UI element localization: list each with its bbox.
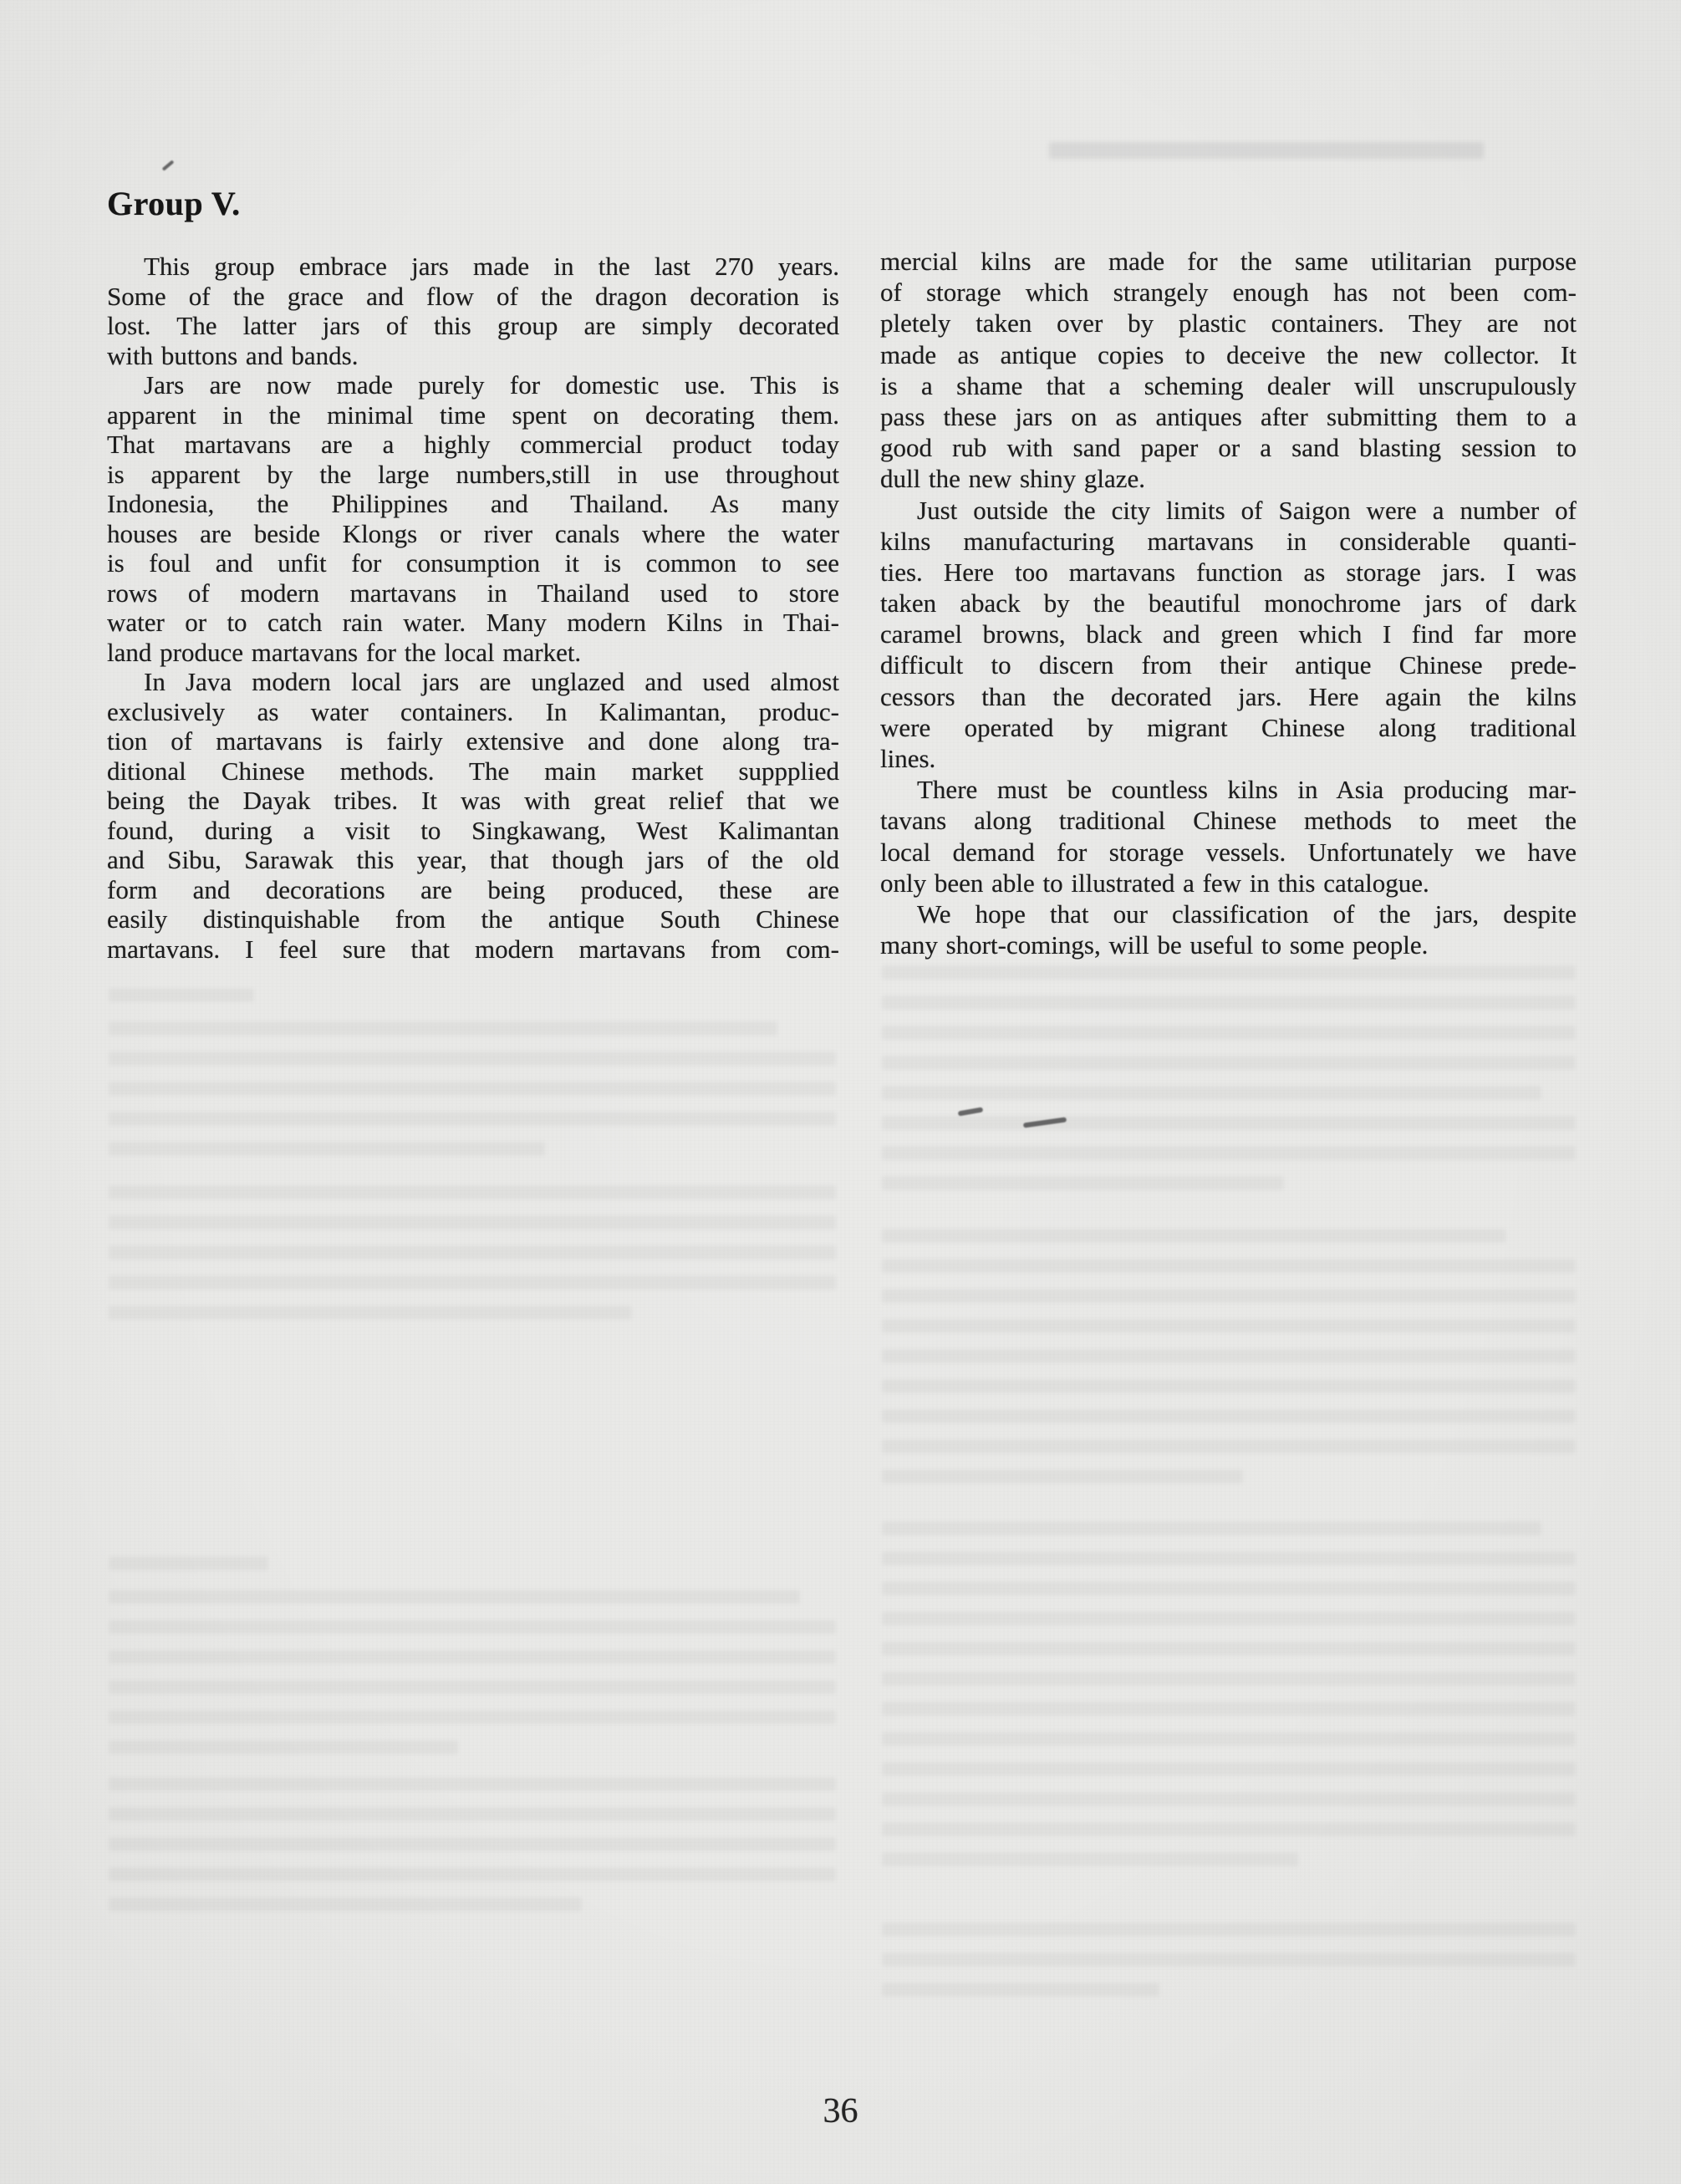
bleedthrough-line bbox=[882, 1439, 1576, 1453]
text-line: good rub with sand paper or a sand blasting session to bbox=[880, 433, 1577, 463]
bleedthrough-line bbox=[882, 1551, 1576, 1565]
bleedthrough-block bbox=[109, 988, 836, 1018]
text-line: difficult to discern from their antique Chinese prede- bbox=[880, 650, 1577, 680]
text-line: tion of martavans is fairly extensive and done along tra- bbox=[107, 726, 839, 756]
text-line: water or to catch rain water. Many modern Kilns in Thai- bbox=[107, 608, 839, 637]
bleedthrough-line bbox=[109, 1777, 836, 1791]
text-line: is apparent by the large numbers,still in use throughout bbox=[107, 459, 839, 489]
bleedthrough-line bbox=[109, 1897, 582, 1912]
section-heading: Group V. bbox=[107, 185, 241, 222]
text-line: taken aback by the beautiful monochrome jars of dark bbox=[880, 588, 1577, 619]
bleedthrough-line bbox=[882, 1672, 1576, 1686]
bleedthrough-line bbox=[109, 1112, 836, 1126]
text-line: Indonesia, the Philippines and Thailand. As many bbox=[107, 489, 839, 518]
bleedthrough-line bbox=[109, 1837, 836, 1851]
bleedthrough-line bbox=[109, 1710, 836, 1724]
text-line: ditional Chinese methods. The main market suppplied bbox=[107, 756, 839, 786]
bleedthrough-line bbox=[109, 1867, 836, 1881]
text-line: Just outside the city limits of Saigon were a number of bbox=[917, 495, 1577, 525]
bleedthrough-line bbox=[882, 1702, 1576, 1716]
text-line: This group embrace jars made in the last 270 years. bbox=[144, 252, 839, 281]
bleedthrough-line bbox=[109, 1275, 836, 1290]
bleedthrough-line bbox=[882, 1983, 1159, 1997]
bleedthrough-block bbox=[882, 1922, 1576, 2013]
text-line: There must be countless kilns in Asia producing mar- bbox=[917, 775, 1577, 805]
bleedthrough-line bbox=[882, 1822, 1576, 1836]
text-line: That martavans are a highly commercial product today bbox=[107, 430, 839, 459]
bleedthrough-line bbox=[882, 1026, 1576, 1040]
text-line: tavans along traditional Chinese methods to meet the bbox=[880, 806, 1577, 836]
bleedthrough-line bbox=[109, 1215, 836, 1229]
bleedthrough-line bbox=[109, 1620, 836, 1634]
text-line: dull the new shiny glaze. bbox=[880, 464, 1146, 494]
text-line: apparent in the minimal time spent on decorating them. bbox=[107, 400, 839, 430]
bleedthrough-line bbox=[882, 1116, 1576, 1130]
bleedthrough-line bbox=[109, 988, 254, 1002]
bleedthrough-line bbox=[109, 1680, 836, 1694]
text-line: local demand for storage vessels. Unfortunately we have bbox=[880, 837, 1577, 867]
page-number: 36 bbox=[823, 2092, 858, 2131]
bleedthrough-line bbox=[882, 965, 1576, 980]
text-line: martavans. I feel sure that modern martavans from com- bbox=[107, 934, 839, 964]
bleedthrough-block bbox=[882, 1229, 1576, 1499]
bleedthrough-line bbox=[882, 1732, 1576, 1746]
bleedthrough-line bbox=[109, 1245, 836, 1260]
bleedthrough-line bbox=[109, 1807, 836, 1821]
text-line: is foul and unfit for consumption it is common to see bbox=[107, 548, 839, 578]
text-line: form and decorations are being produced, these are bbox=[107, 874, 839, 904]
bleedthrough-line bbox=[882, 1349, 1576, 1363]
bleedthrough-heading bbox=[1049, 142, 1484, 159]
text-line: houses are beside Klongs or river canals where the water bbox=[107, 518, 839, 548]
text-line: pass these jars on as antiques after submitting them to a bbox=[880, 401, 1577, 431]
text-line: land produce martavans for the local market. bbox=[107, 637, 582, 667]
bleedthrough-block bbox=[882, 965, 1576, 1206]
text-line: Jars are now made purely for domestic use. This is bbox=[144, 370, 839, 400]
text-line: ties. Here too martavans function as storage jars. I was bbox=[880, 557, 1577, 587]
bleedthrough-block bbox=[882, 1521, 1576, 1882]
bleedthrough-block bbox=[109, 1777, 836, 1927]
bleedthrough-line bbox=[882, 1259, 1576, 1273]
left-column bbox=[107, 252, 839, 964]
bleedthrough-line bbox=[109, 1556, 268, 1571]
text-line: easily distinquishable from the antique South Chinese bbox=[107, 904, 839, 934]
bleedthrough-line bbox=[882, 1762, 1576, 1776]
bleedthrough-line bbox=[882, 1611, 1576, 1626]
bleedthrough-line bbox=[882, 1086, 1541, 1100]
bleedthrough-line bbox=[109, 1185, 836, 1199]
text-line: In Java modern local jars are unglazed and used almost bbox=[144, 667, 839, 696]
bleedthrough-line bbox=[882, 1319, 1576, 1333]
text-line: cessors than the decorated jars. Here again the kilns bbox=[880, 681, 1577, 711]
text-line: is a shame that a scheming dealer will unscrupulously bbox=[880, 370, 1577, 400]
text-line: only been able to illustrated a few in this catalogue. bbox=[880, 868, 1429, 898]
bleedthrough-line bbox=[109, 1051, 836, 1066]
bleedthrough-line bbox=[882, 1792, 1576, 1806]
text-line: We hope that our classification of the jars, despite bbox=[917, 899, 1577, 929]
text-line: and Sibu, Sarawak this year, that though jars of the old bbox=[107, 845, 839, 874]
bleedthrough-line bbox=[109, 1306, 632, 1320]
bleedthrough-line bbox=[882, 1581, 1576, 1596]
bleedthrough-line bbox=[109, 1082, 836, 1096]
bleedthrough-block bbox=[109, 1590, 836, 1770]
bleedthrough-line bbox=[882, 1852, 1298, 1866]
text-line: made as antique copies to deceive the new collector. It bbox=[880, 339, 1577, 369]
bleedthrough-line bbox=[882, 1379, 1576, 1393]
text-line: with buttons and bands. bbox=[107, 340, 359, 370]
bleedthrough-line bbox=[882, 1952, 1576, 1967]
bleedthrough-line bbox=[109, 1740, 458, 1754]
bleedthrough-line bbox=[882, 1409, 1576, 1423]
text-line: were operated by migrant Chinese along traditional bbox=[880, 712, 1577, 742]
bleedthrough-line bbox=[109, 1021, 777, 1036]
text-line: kilns manufacturing martavans in considerable quanti- bbox=[880, 526, 1577, 556]
bleedthrough-block bbox=[109, 1556, 836, 1586]
bleedthrough-line bbox=[882, 1521, 1541, 1535]
bleedthrough-line bbox=[882, 1176, 1284, 1190]
bleedthrough-line bbox=[882, 1289, 1576, 1303]
text-line: being the Dayak tribes. It was with great relief that we bbox=[107, 786, 839, 815]
text-line: many short-comings, will be useful to some people. bbox=[880, 930, 1429, 960]
text-line: caramel browns, black and green which I find far more bbox=[880, 619, 1577, 649]
bleedthrough-line bbox=[882, 1146, 1576, 1160]
text-line: found, during a visit to Singkawang, West Kalimantan bbox=[107, 815, 839, 845]
text-line: rows of modern martavans in Thailand used to store bbox=[107, 578, 839, 608]
bleedthrough-line bbox=[882, 995, 1576, 1010]
bleedthrough-line bbox=[109, 1590, 800, 1604]
text-line: of storage which strangely enough has not been com- bbox=[880, 277, 1577, 308]
bleedthrough-block bbox=[109, 1185, 836, 1336]
bleedthrough-block bbox=[109, 1021, 836, 1172]
ink-speck bbox=[162, 160, 175, 171]
bleedthrough-line bbox=[882, 1229, 1506, 1243]
text-line: pletely taken over by plastic containers. They are not bbox=[880, 308, 1577, 339]
text-line: exclusively as water containers. In Kalimantan, produc- bbox=[107, 696, 839, 726]
text-line: lines. bbox=[880, 744, 936, 773]
text-line: lost. The latter jars of this group are simply decorated bbox=[107, 311, 839, 340]
bleedthrough-line bbox=[109, 1142, 545, 1156]
bleedthrough-line bbox=[882, 1056, 1576, 1070]
right-column bbox=[880, 246, 1577, 960]
text-line: mercial kilns are made for the same utilitarian purpose bbox=[880, 247, 1577, 276]
bleedthrough-line bbox=[109, 1650, 836, 1664]
text-line: Some of the grace and flow of the dragon decoration is bbox=[107, 281, 839, 311]
bleedthrough-line bbox=[882, 1642, 1576, 1656]
bleedthrough-line bbox=[882, 1922, 1576, 1937]
bleedthrough-line bbox=[882, 1469, 1243, 1484]
